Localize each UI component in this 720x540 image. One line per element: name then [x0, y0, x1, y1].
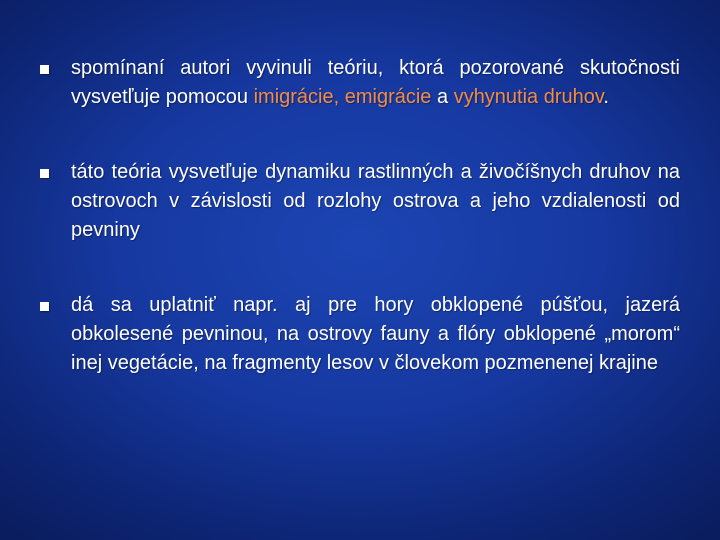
highlight-immigration-emigration: imigrácie, emigrácie: [253, 86, 432, 108]
square-bullet-icon: [40, 302, 49, 311]
bullet-item-theory: [40, 54, 680, 112]
bullet-text: táto teória vysvetľuje dynamiku rastlinných a živočíšnych druhov na ostrovoch v závislosti od rozlohy ostrova a jeho vzdialenosti od pevniny: [71, 161, 680, 241]
square-bullet-icon: [40, 65, 49, 74]
bullet-text-end: .: [603, 86, 609, 108]
bullet-text: dá sa uplatniť napr. aj pre hory obklopené púšťou, jazerá obkolesené pevninou, na ostrovy fauny a flóry obklopené „morom“ inej vegetácie, na fragmenty lesov v človekom pozmenenej krajine: [71, 294, 680, 374]
highlight-extinction: vyhynutia druhov: [453, 86, 604, 108]
square-bullet-icon: [40, 169, 49, 178]
bullet-text-connector: a: [431, 86, 454, 108]
bullet-item-dynamics: [40, 158, 680, 245]
bullet-list: [40, 54, 680, 378]
bullet-text: spomínaní autori vyvinuli teóriu, ktorá pozorované skutočnosti vysvetľuje pomocou: [71, 57, 680, 108]
bullet-item-application: [40, 291, 680, 378]
